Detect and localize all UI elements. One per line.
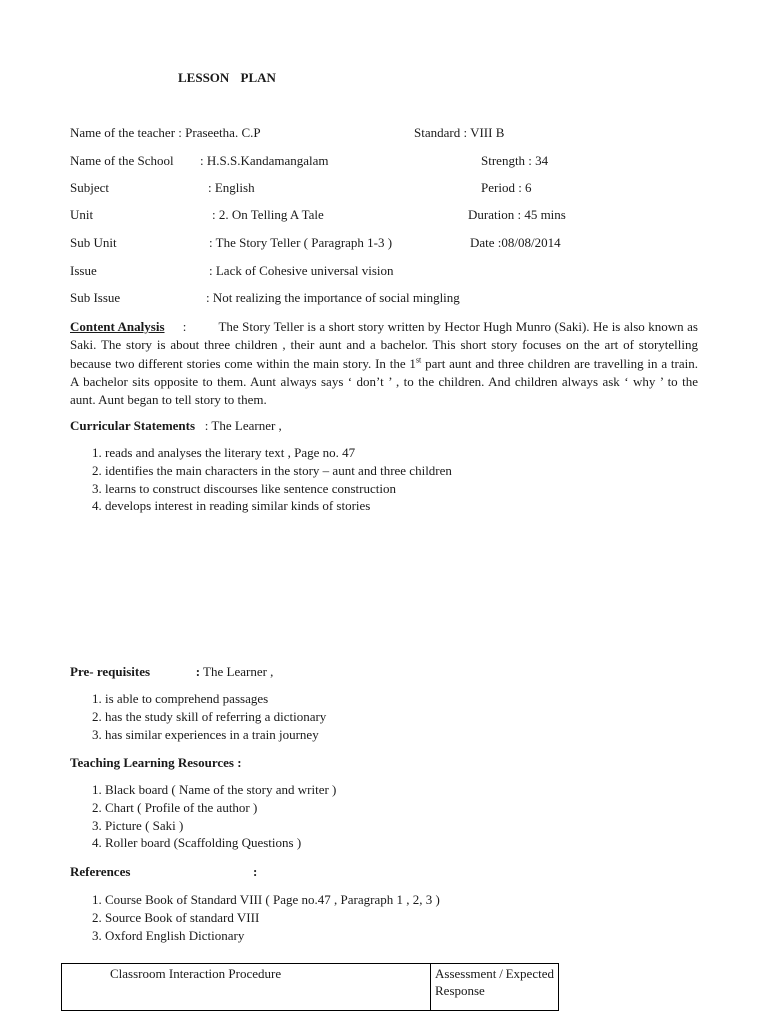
unit-label: Unit bbox=[70, 207, 94, 222]
standard-field: Standard : VIII B bbox=[414, 125, 505, 140]
reference-item: 3. Oxford English Dictionary bbox=[105, 927, 440, 945]
prereq-section bbox=[70, 664, 273, 680]
curricular-item: 2. identifies the main characters in the story – aunt and three children bbox=[105, 462, 452, 480]
resources-list bbox=[88, 781, 336, 852]
school-label: Name of the School bbox=[70, 153, 174, 168]
subissue-value: : Not realizing the importance of social mingling bbox=[206, 290, 460, 305]
unit-value: : 2. On Telling A Tale bbox=[212, 207, 324, 222]
content-analysis-sup: st bbox=[415, 355, 422, 365]
table-header-assessment bbox=[431, 964, 559, 1011]
curricular-item: 1. reads and analyses the literary text , Page no. 47 bbox=[105, 444, 452, 462]
issue-value: : Lack of Cohesive universal vision bbox=[209, 263, 394, 278]
content-analysis-heading: Content Analysis bbox=[70, 319, 165, 334]
prereq-item: 1. is able to comprehend passages bbox=[105, 690, 326, 708]
curricular-item: 3. learns to construct discourses like sentence construction bbox=[105, 480, 452, 498]
subunit-value: : The Story Teller ( Paragraph 1-3 ) bbox=[209, 235, 393, 250]
curricular-section bbox=[70, 418, 282, 434]
prereq-item: 2. has the study skill of referring a dictionary bbox=[105, 708, 326, 726]
subject-label: Subject bbox=[70, 180, 109, 195]
table-header-procedure: Classroom Interaction Procedure bbox=[62, 964, 431, 1011]
strength-field: Strength : 34 bbox=[481, 153, 549, 168]
period-field: Period : 6 bbox=[481, 180, 532, 195]
content-analysis-colon: : bbox=[182, 319, 187, 334]
prereq-colon: : bbox=[195, 664, 201, 679]
resource-item: 3. Picture ( Saki ) bbox=[105, 817, 336, 835]
school-value: : H.S.S.Kandamangalam bbox=[200, 153, 329, 168]
resource-item: 1. Black board ( Name of the story and writer ) bbox=[105, 781, 336, 799]
resource-item: 2. Chart ( Profile of the author ) bbox=[105, 799, 336, 817]
references-section bbox=[70, 864, 258, 880]
issue-label: Issue bbox=[70, 263, 97, 278]
teacher-field: Name of the teacher : Praseetha. C.P bbox=[70, 125, 261, 140]
expected-text: Expected bbox=[505, 966, 554, 981]
slash-text: / bbox=[499, 966, 503, 981]
curricular-list bbox=[88, 444, 452, 515]
prereq-heading: Pre- requisites bbox=[70, 664, 151, 679]
curricular-intro: : The Learner , bbox=[204, 418, 282, 433]
duration-field: Duration : 45 mins bbox=[468, 207, 566, 222]
curricular-item: 4. develops interest in reading similar kinds of stories bbox=[105, 497, 452, 515]
content-analysis-text-2: part aunt and three children are travelling in a train. A bachelor sits opposite to them. Aunt always says ‘ don’t ’ , to the children. And children always ask ‘ why ’ to the aunt. Aunt began to tell story to them. bbox=[70, 355, 699, 408]
subunit-label: Sub Unit bbox=[70, 235, 117, 250]
curricular-heading: Curricular Statements bbox=[70, 418, 196, 433]
references-list bbox=[88, 891, 440, 944]
subissue-label: Sub Issue bbox=[70, 290, 121, 305]
references-colon: : bbox=[253, 864, 258, 879]
assessment-text: Assessment bbox=[435, 966, 497, 981]
resource-item: 4. Roller board (Scaffolding Questions ) bbox=[105, 834, 336, 852]
content-analysis bbox=[70, 318, 698, 409]
content-analysis-text-1: The Story Teller is a short story written by Hector Hugh Munro (Saki). He is also known as Saki. The story is about three children , their aunt and a bachelor. This short story focuses on the art of storytelling because two different stories come within the main story. In the 1 bbox=[70, 319, 698, 371]
procedure-table bbox=[61, 963, 559, 1011]
reference-item: 2. Source Book of standard VIII bbox=[105, 909, 440, 927]
response-text: Response bbox=[435, 983, 485, 998]
prereq-item: 3. has similar experiences in a train journey bbox=[105, 726, 326, 744]
prereq-list bbox=[88, 690, 326, 743]
subject-value: : English bbox=[208, 180, 255, 195]
date-field: Date :08/08/2014 bbox=[470, 235, 561, 250]
reference-item: 1. Course Book of Standard VIII ( Page no.47 , Paragraph 1 , 2, 3 ) bbox=[105, 891, 440, 909]
references-heading: References bbox=[70, 864, 131, 879]
resources-heading: Teaching Learning Resources : bbox=[70, 755, 242, 770]
prereq-intro: The Learner , bbox=[200, 664, 274, 679]
page-title: LESSON PLAN bbox=[178, 70, 276, 85]
